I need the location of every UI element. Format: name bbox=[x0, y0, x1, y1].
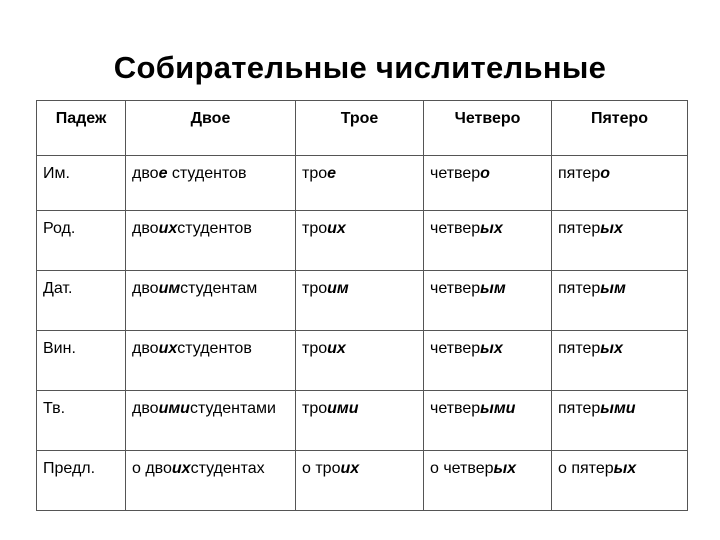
form-stem: пятер bbox=[558, 340, 601, 357]
form-stem: четвер bbox=[430, 165, 481, 182]
form-noun: студентами bbox=[189, 400, 276, 417]
form-ending: ыми bbox=[480, 400, 516, 417]
header-cell: Пятеро bbox=[552, 101, 688, 156]
form-ending: о bbox=[600, 165, 611, 182]
form-cell bbox=[552, 451, 688, 511]
form-ending: их bbox=[340, 460, 360, 477]
case-name-cell: Предл. bbox=[37, 451, 126, 511]
case-name-cell: Вин. bbox=[37, 331, 126, 391]
form-ending: их bbox=[327, 340, 346, 357]
form-stem: четвер bbox=[430, 340, 481, 357]
form-stem: четвер bbox=[443, 460, 494, 477]
form-cell bbox=[296, 331, 424, 391]
form-stem: дво bbox=[132, 340, 159, 357]
form-ending: ых bbox=[613, 460, 637, 477]
form-cell bbox=[552, 271, 688, 331]
form-ending: их bbox=[158, 340, 178, 357]
form-stem: тро bbox=[315, 460, 341, 477]
form-ending: их bbox=[158, 220, 178, 237]
form-ending: им bbox=[158, 280, 181, 297]
form-stem: дво bbox=[132, 165, 159, 182]
form-cell bbox=[424, 331, 552, 391]
form-cell bbox=[552, 156, 688, 211]
form-ending: ыми bbox=[600, 400, 636, 417]
table-row bbox=[37, 391, 688, 451]
form-ending: ых bbox=[600, 220, 623, 237]
form-cell bbox=[552, 331, 688, 391]
form-cell bbox=[126, 331, 296, 391]
form-stem: тро bbox=[302, 400, 328, 417]
form-stem: пятер bbox=[571, 460, 614, 477]
case-name-cell: Им. bbox=[37, 156, 126, 211]
form-stem: пятер bbox=[558, 400, 601, 417]
form-stem: тро bbox=[302, 340, 328, 357]
form-ending: ых bbox=[480, 340, 503, 357]
form-cell bbox=[296, 156, 424, 211]
form-ending: ым bbox=[600, 280, 626, 297]
form-cell bbox=[296, 271, 424, 331]
form-ending: ых bbox=[480, 220, 503, 237]
table-row bbox=[37, 156, 688, 211]
form-noun: студентам bbox=[180, 280, 258, 297]
form-cell bbox=[126, 451, 296, 511]
page-title: Собирательные числительные bbox=[113, 50, 607, 85]
form-ending: о bbox=[480, 165, 490, 182]
form-ending: их bbox=[171, 460, 191, 477]
case-name-cell: Род. bbox=[37, 211, 126, 271]
form-noun: студентов bbox=[167, 165, 247, 182]
form-prefix: о bbox=[558, 460, 572, 477]
form-stem: дво bbox=[132, 280, 159, 297]
case-name-cell: Тв. bbox=[37, 391, 126, 451]
form-stem: тро bbox=[302, 165, 328, 182]
form-cell bbox=[126, 211, 296, 271]
table-row bbox=[37, 331, 688, 391]
form-cell bbox=[126, 156, 296, 211]
form-stem: тро bbox=[302, 280, 328, 297]
form-cell bbox=[126, 391, 296, 451]
form-noun: студентов bbox=[177, 220, 252, 237]
form-noun: студентах bbox=[190, 460, 265, 477]
form-stem: пятер bbox=[558, 165, 601, 182]
form-ending: ых bbox=[493, 460, 517, 477]
form-stem: тро bbox=[302, 220, 328, 237]
form-stem: четвер bbox=[430, 400, 481, 417]
header-cell: Двое bbox=[126, 101, 296, 156]
form-cell bbox=[424, 156, 552, 211]
header-row bbox=[37, 101, 688, 156]
form-noun: студентов bbox=[177, 340, 252, 357]
form-cell bbox=[296, 211, 424, 271]
form-prefix: о bbox=[430, 460, 444, 477]
header-cell: Четверо bbox=[424, 101, 552, 156]
form-cell bbox=[424, 271, 552, 331]
form-stem: дво bbox=[145, 460, 172, 477]
form-prefix: о bbox=[132, 460, 146, 477]
form-stem: дво bbox=[132, 220, 159, 237]
form-ending: их bbox=[327, 220, 346, 237]
form-ending: ими bbox=[158, 400, 190, 417]
form-ending: е bbox=[327, 165, 337, 182]
form-ending: ых bbox=[600, 340, 623, 357]
form-ending: им bbox=[327, 280, 349, 297]
form-stem: пятер bbox=[558, 220, 601, 237]
form-cell bbox=[296, 451, 424, 511]
form-stem: пятер bbox=[558, 280, 601, 297]
form-cell bbox=[552, 211, 688, 271]
form-ending: ими bbox=[327, 400, 359, 417]
table-row bbox=[37, 271, 688, 331]
header-cell: Падеж bbox=[37, 101, 126, 156]
form-cell bbox=[126, 271, 296, 331]
form-ending: ым bbox=[480, 280, 506, 297]
form-stem: четвер bbox=[430, 280, 481, 297]
table-body bbox=[37, 156, 688, 511]
case-name-cell: Дат. bbox=[37, 271, 126, 331]
form-cell bbox=[424, 211, 552, 271]
form-cell bbox=[552, 391, 688, 451]
table-row bbox=[37, 211, 688, 271]
header-cell: Трое bbox=[296, 101, 424, 156]
form-prefix: о bbox=[302, 460, 316, 477]
form-cell bbox=[424, 391, 552, 451]
table-row bbox=[37, 451, 688, 511]
form-cell bbox=[424, 451, 552, 511]
form-cell bbox=[296, 391, 424, 451]
numerals-table bbox=[36, 100, 688, 511]
form-stem: дво bbox=[132, 400, 159, 417]
form-ending: е bbox=[158, 165, 168, 182]
form-stem: четвер bbox=[430, 220, 481, 237]
